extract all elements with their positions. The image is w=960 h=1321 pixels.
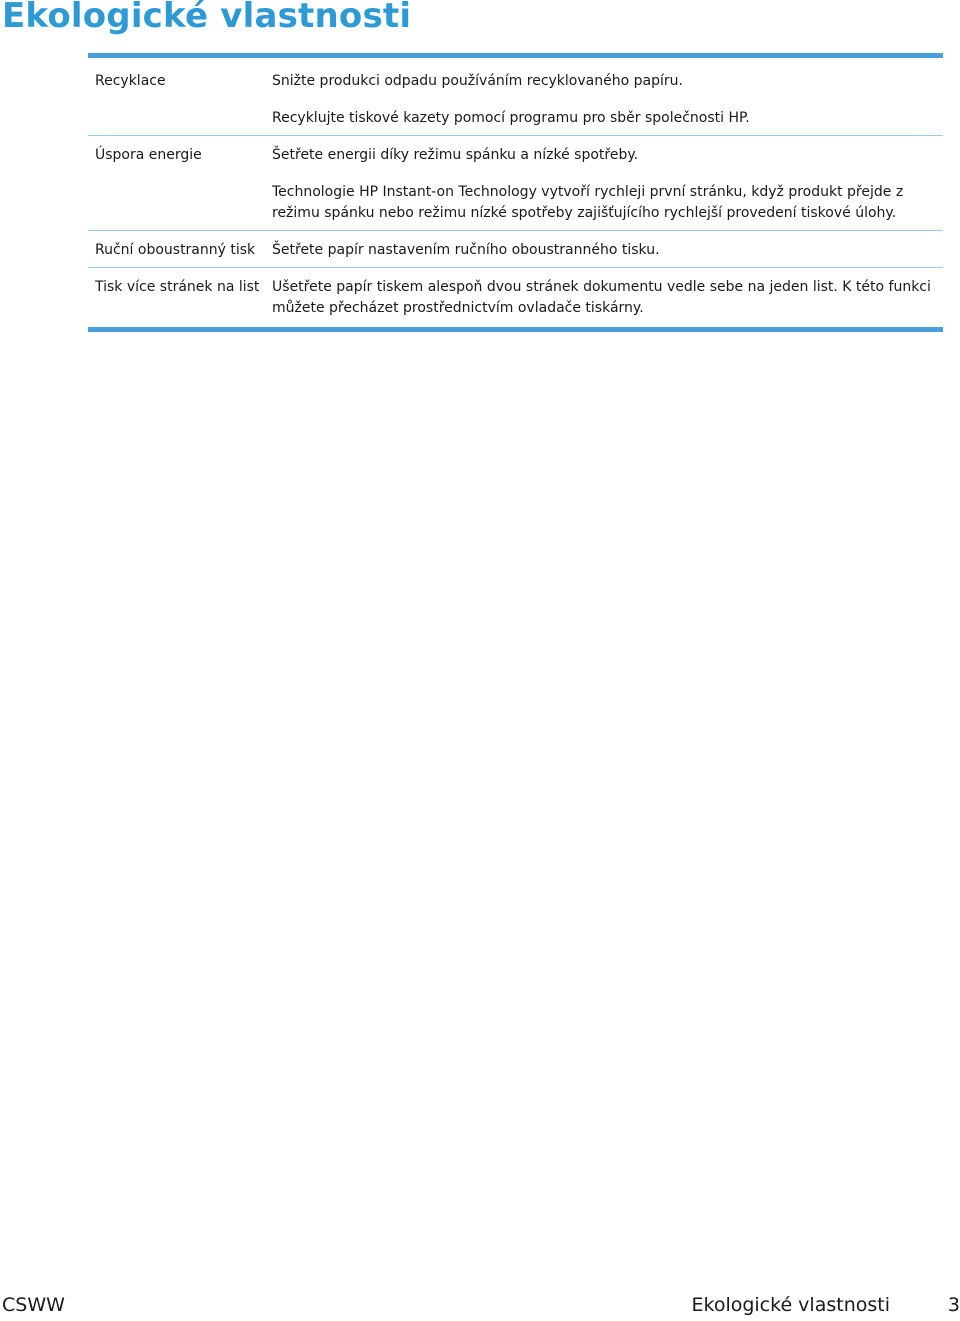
row-text: Ušetřete papír tiskem alespoň dvou stránek dokumentu vedle sebe na jeden list. K této funkci můžete přecházet prostřednictvím ovladače tiskárny.	[272, 279, 931, 316]
row-text: Snižte produkci odpadu používáním recyklovaného papíru.	[272, 73, 683, 89]
footer-page-number: 3	[947, 1294, 960, 1316]
page-title: Ekologické vlastnosti	[2, 0, 412, 36]
table-row	[88, 174, 943, 231]
table-row	[88, 100, 943, 136]
table-row	[88, 268, 943, 327]
row-label-empty	[88, 108, 272, 129]
row-text: Recyklujte tiskové kazety pomocí programu pro sběr společnosti HP.	[272, 110, 750, 126]
table-row	[88, 58, 943, 100]
row-label-n-up-printing: Tisk více stránek na list	[95, 279, 260, 295]
footer-doc-code: CSWW	[2, 1294, 65, 1316]
row-label-empty	[88, 182, 272, 224]
row-label-recycling: Recyklace	[95, 73, 166, 89]
footer-section-title: Ekologické vlastnosti	[691, 1294, 890, 1316]
table-row	[88, 136, 943, 174]
eco-features-table	[88, 53, 943, 332]
table-row	[88, 231, 943, 268]
row-text: Technologie HP Instant-on Technology vytvoří rychleji první stránku, když produkt přejde z režimu spánku nebo režimu nízké spotřeby zajišťujícího rychlejší provedení tiskové úlohy.	[272, 184, 904, 221]
row-label-manual-duplex: Ruční oboustranný tisk	[95, 242, 256, 258]
row-label-energy-saving: Úspora energie	[95, 147, 202, 163]
row-text: Šetřete papír nastavením ručního oboustranného tisku.	[272, 242, 660, 258]
row-text: Šetřete energii díky režimu spánku a nízké spotřeby.	[272, 147, 639, 163]
